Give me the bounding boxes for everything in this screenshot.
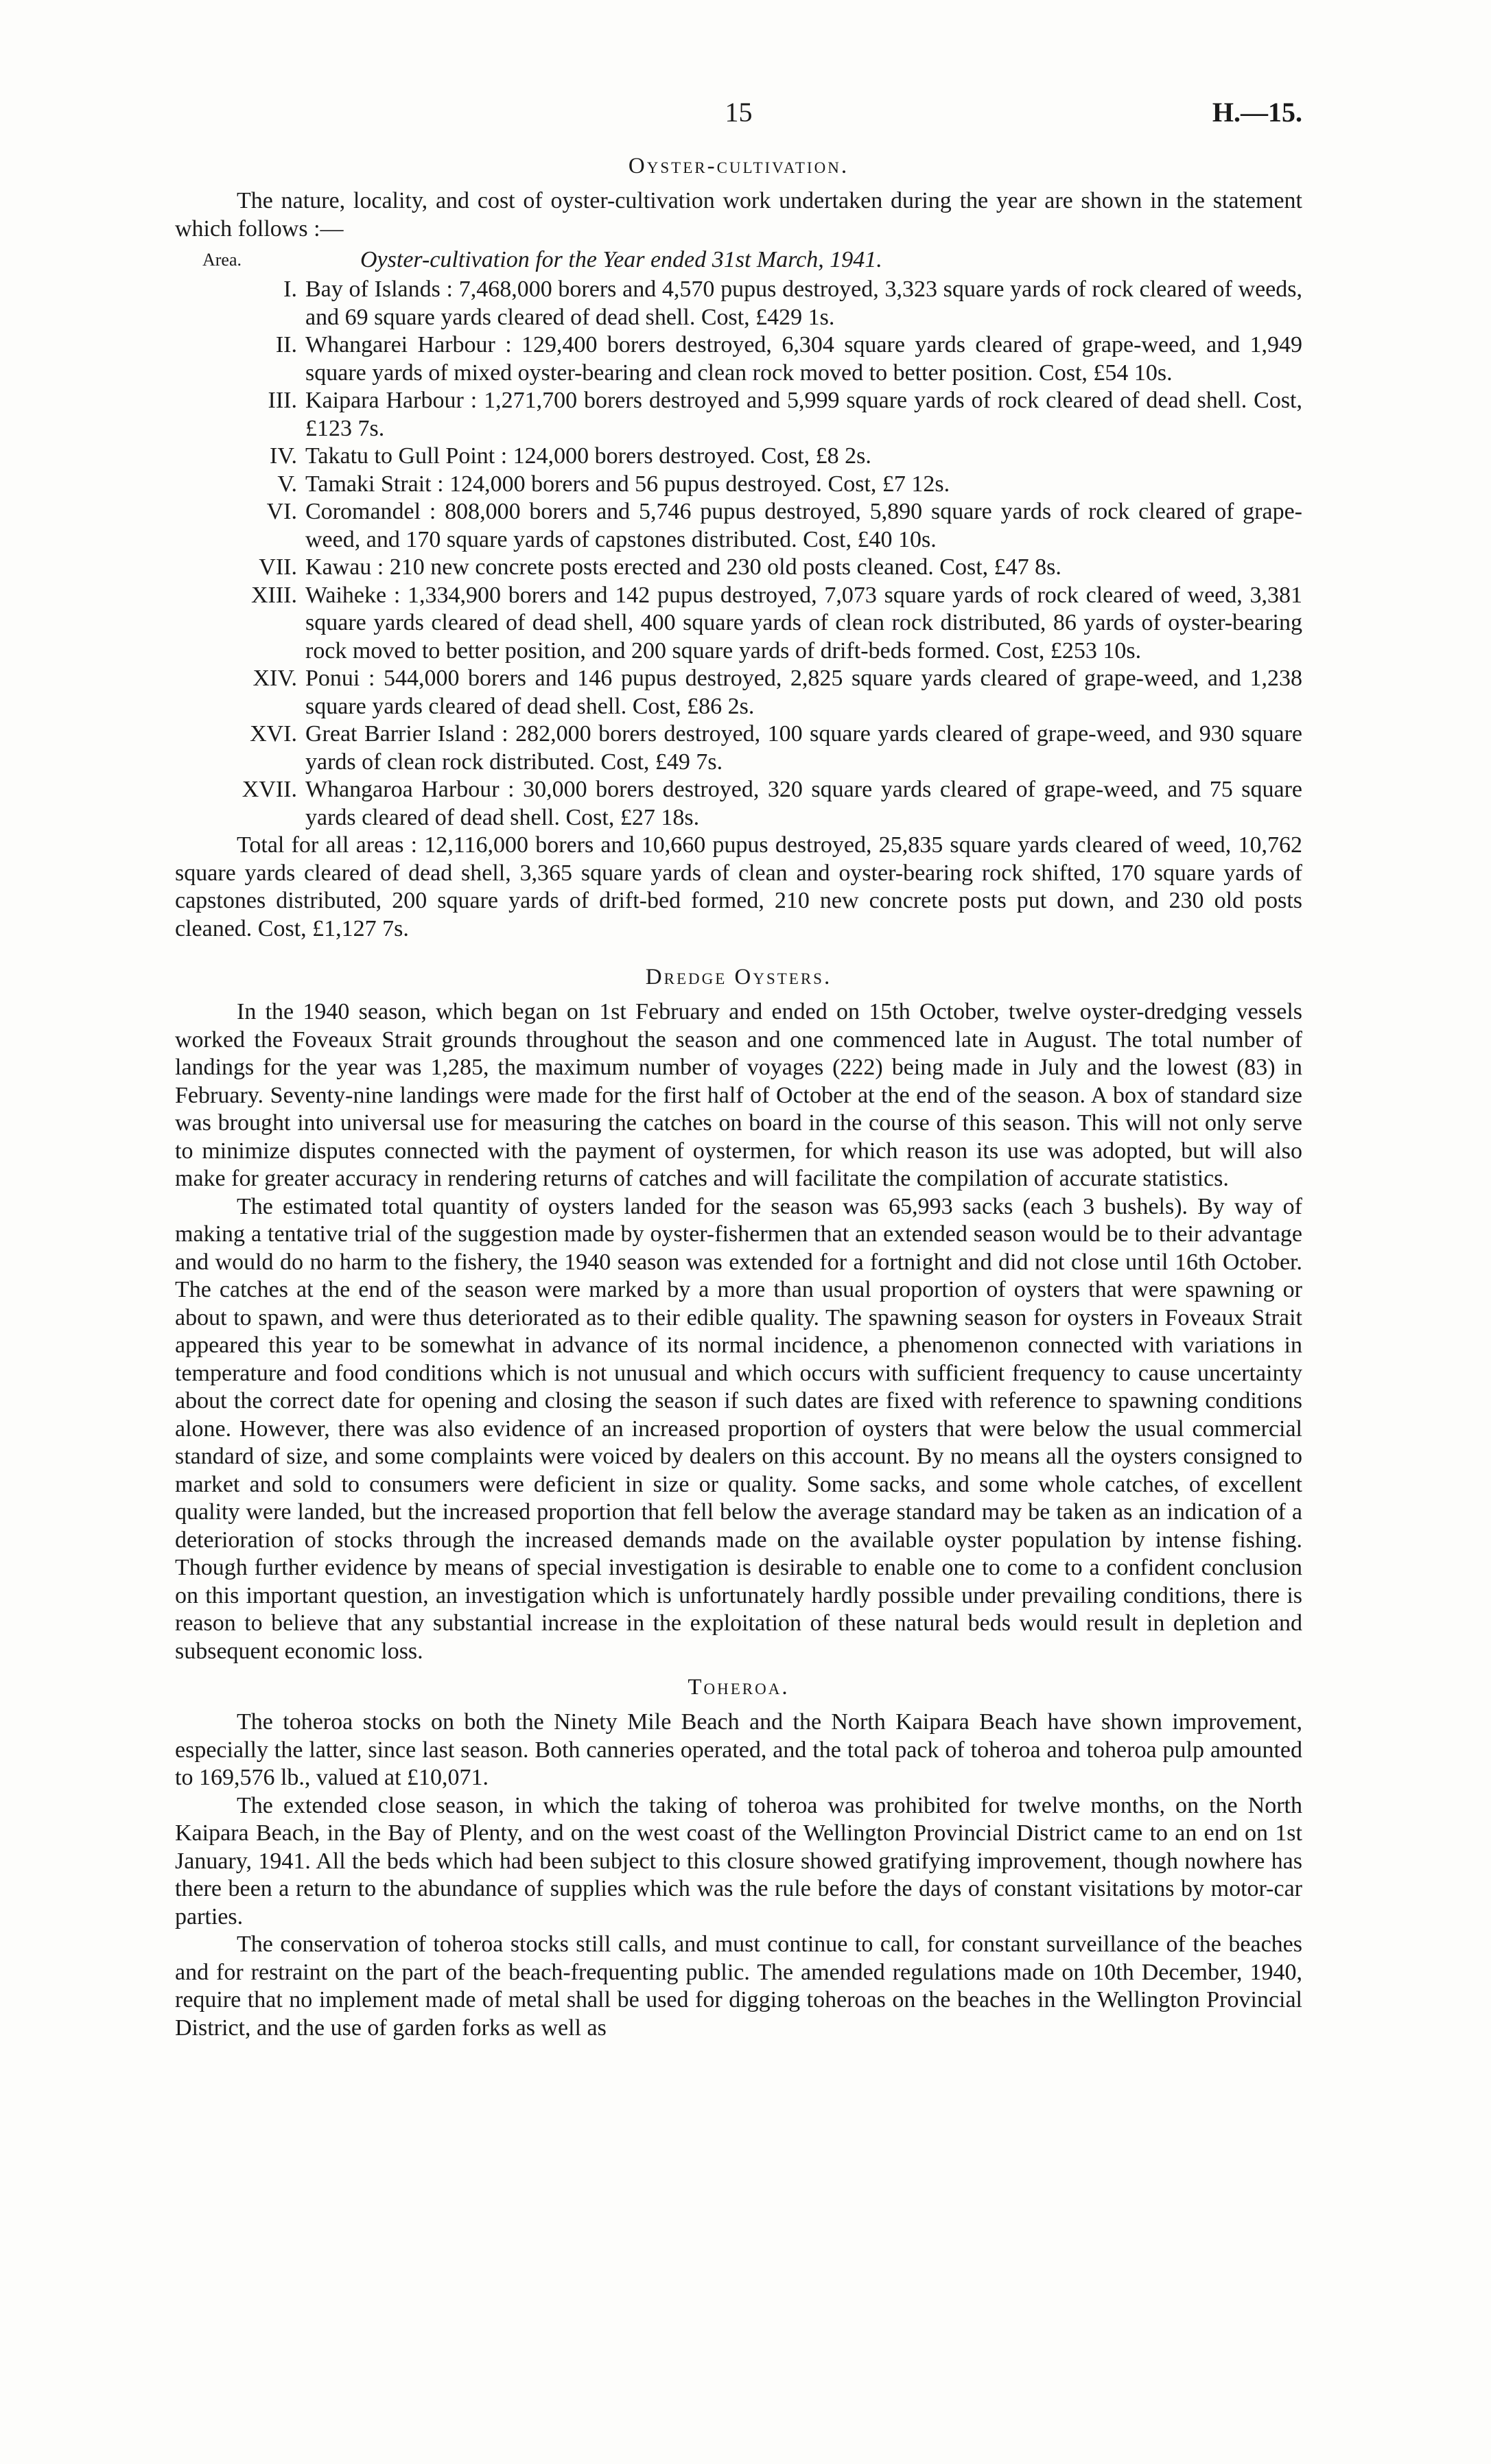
section-title-dredge-oysters: Dredge Oysters. <box>645 965 832 989</box>
list-item <box>175 554 1302 582</box>
list-item <box>175 776 1302 832</box>
dredge-oysters-paragraph-1: In the 1940 season, which began on 1st February and ended on 15th October, twelve oyster-dredging vessels worked the Foveaux Strait grounds throughout the season and one commenced late in August. The total number of landings for the year was 1,285, the maximum number of voyages (222) being made in July and the lowest (83) in February. Seventy-nine landings were made for the first half of October at the end of the season. A box of standard size was brought into universal use for measuring the catches on board in the course of this season. This will not only serve to minimize disputes connected with the payment of oystermen, for which reason its use was adopted, but will also make for greater accuracy in rendering returns of catches and will facilitate the compilation of accurate statistics. <box>175 999 1302 1191</box>
entry-number: I. <box>283 277 297 302</box>
entry-number: VI. <box>266 499 297 524</box>
section-title-oyster-cultivation: Oyster-cultivation. <box>628 154 849 178</box>
list-item <box>175 498 1302 554</box>
entry-number: XVII. <box>242 777 297 802</box>
entry-number: III. <box>268 388 297 413</box>
list-item <box>175 331 1302 387</box>
entry-text: Ponui : 544,000 borers and 146 pupus destroyed, 2,825 square yards cleared of grape-weed, and 1,238 square yards cleared of dead shell. Cost, £86 2s. <box>305 666 1302 719</box>
oyster-cultivation-intro: The nature, locality, and cost of oyster-cultivation work undertaken during the year are shown in the statement which follows :— <box>175 188 1302 242</box>
entry-number: XIII. <box>250 582 297 608</box>
list-item <box>175 443 1302 471</box>
list-item <box>175 720 1302 776</box>
entry-text: Whangaroa Harbour : 30,000 borers destroyed, 320 square yards cleared of grape-weed, and 75 square yards cleared of dead shell. Cost, £27 18s. <box>305 777 1302 830</box>
entry-text: Bay of Islands : 7,468,000 borers and 4,570 pupus destroyed, 3,323 square yards of rock cleared of weeds, and 69 square yards cleared of dead shell. Cost, £429 1s. <box>305 277 1302 330</box>
entry-text: Takatu to Gull Point : 124,000 borers destroyed. Cost, £8 2s. <box>305 443 871 469</box>
entry-number: XIV. <box>253 666 297 691</box>
entry-text: Whangarei Harbour : 129,400 borers destroyed, 6,304 square yards cleared of grape-weed, and 1,949 square yards of mixed oyster-bearing and clean rock moved to better position. Cost, £54 10s. <box>305 332 1302 386</box>
entry-number: VII. <box>259 554 297 580</box>
entry-text: Coromandel : 808,000 borers and 5,746 pupus destroyed, 5,890 square yards of rock cleared of grape-weed, and 170 square yards of capstones distributed. Cost, £40 10s. <box>305 499 1302 552</box>
entry-text: Great Barrier Island : 282,000 borers destroyed, 100 square yards cleared of grape-weed, and 930 square yards of clean rock distributed. Cost, £49 7s. <box>305 721 1302 775</box>
dredge-oysters-paragraph-2: The estimated total quantity of oysters landed for the season was 65,993 sacks (each 3 bushels). By way of making a tentative trial of the suggestion made by oyster-fishermen that an extended season would be to their advantage and would do no harm to the fishery, the 1940 season was extended for a fortnight and did not close until 16th October. The catches at the end of the season were marked by a more than usual proportion of oysters that were spawning or about to spawn, and were thus deteriorated as to their edible quality. The spawning season for oysters in Foveaux Strait appeared this year to be somewhat in advance of its normal incidence, a phenomenon connected with variations in temperature and food conditions which is not unusual and which occurs with sufficient frequency to cause uncertainty about the correct date for opening and closing the season if such dates are fixed with reference to spawning conditions alone. However, there was also evidence of an increased proportion of oysters that were below the usual commercial standard of size, and some complaints were voiced by dealers on this account. By no means all the oysters consigned to market and sold to consumers were deficient in size or quality. Some sacks, and some whole catches, of excellent quality were landed, but the increased proportion that fell below the average standard may be taken as an indication of a deterioration of stocks through the increased demands made on the available oyster population by intense fishing. Though further evidence by means of special investigation is desirable to enable one to come to a confident conclusion on this important question, an investigation which is unfortunately hardly possible under prevailing conditions, there is reason to believe that any substantial increase in the exploitation of these natural beds would result in depletion and subsequent economic loss. <box>175 1193 1302 1664</box>
toheroa-paragraph-2: The extended close season, in which the taking of toheroa was prohibited for twelve months, on the North Kaipara Beach, in the Bay of Plenty, and on the west coast of the Wellington Provincial District came to an end on 1st January, 1941. All the beds which had been subject to this closure showed gratifying improvement, though nowhere has there been a return to the abundance of supplies which was the rule before the days of constant visitations by motor-car parties. <box>175 1792 1302 1929</box>
list-item <box>175 387 1302 443</box>
area-column-label: Area. <box>202 250 242 270</box>
page-number: 15 <box>725 97 753 128</box>
cultivation-total-text: Total for all areas : 12,116,000 borers and 10,660 pupus destroyed, 25,835 square yards cleared of weed, 10,762 square yards cleared of dead shell, 3,365 square yards of clean and oyster-bearing rock shifted, 170 square yards of capstones distributed, 200 square yards of drift-bed formed, 210 new concrete posts put down, and 230 old posts cleaned. Cost, £1,127 7s. <box>175 832 1302 941</box>
entry-text: Tamaki Strait : 124,000 borers and 56 pupus destroyed. Cost, £7 12s. <box>305 471 950 497</box>
cultivation-total <box>175 832 1302 943</box>
document-reference: H.—15. <box>1212 97 1302 128</box>
entry-text: Kawau : 210 new concrete posts erected and 230 old posts cleaned. Cost, £47 8s. <box>305 554 1061 580</box>
toheroa-paragraph-3: The conservation of toheroa stocks still calls, and must continue to call, for constant surveillance of the beaches and for restraint on the part of the beach-frequenting public. The amended regulations made on 10th December, 1940, require that no implement made of metal shall be used for digging toheroas on the beaches in the Wellington Provincial District, and the use of garden forks as well as <box>175 1932 1302 2041</box>
toheroa-paragraph-1: The toheroa stocks on both the Ninety Mile Beach and the North Kaipara Beach have shown improvement, especially the latter, since last season. Both canneries operated, and the total pack of toheroa and toheroa pulp amounted to 169,576 lb., valued at £10,071. <box>175 1709 1302 1790</box>
list-item <box>175 471 1302 499</box>
entry-number: V. <box>277 471 297 497</box>
entry-number: II. <box>275 332 297 357</box>
entry-text: Waiheke : 1,334,900 borers and 142 pupus destroyed, 7,073 square yards of rock cleared of weed, 3,381 square yards cleared of dead shell, 400 square yards of clean rock distributed, 86 yards of oyster-bearing rock moved to better position, and 200 square yards of drift-beds formed. Cost, £253 10s. <box>305 582 1302 664</box>
list-item <box>175 276 1302 331</box>
page-header <box>175 89 1302 144</box>
cultivation-table-heading <box>175 246 1302 274</box>
list-item <box>175 665 1302 720</box>
entry-text: Kaipara Harbour : 1,271,700 borers destroyed and 5,999 square yards of rock cleared of dead shell. Cost, £123 7s. <box>305 388 1302 441</box>
cultivation-table-title: Oyster-cultivation for the Year ended 31st March, 1941. <box>360 247 882 272</box>
entry-number: IV. <box>270 443 297 469</box>
list-item <box>175 582 1302 666</box>
cultivation-entries <box>175 276 1302 832</box>
entry-number: XVI. <box>250 721 297 747</box>
section-title-toheroa: Toheroa. <box>688 1675 790 1700</box>
